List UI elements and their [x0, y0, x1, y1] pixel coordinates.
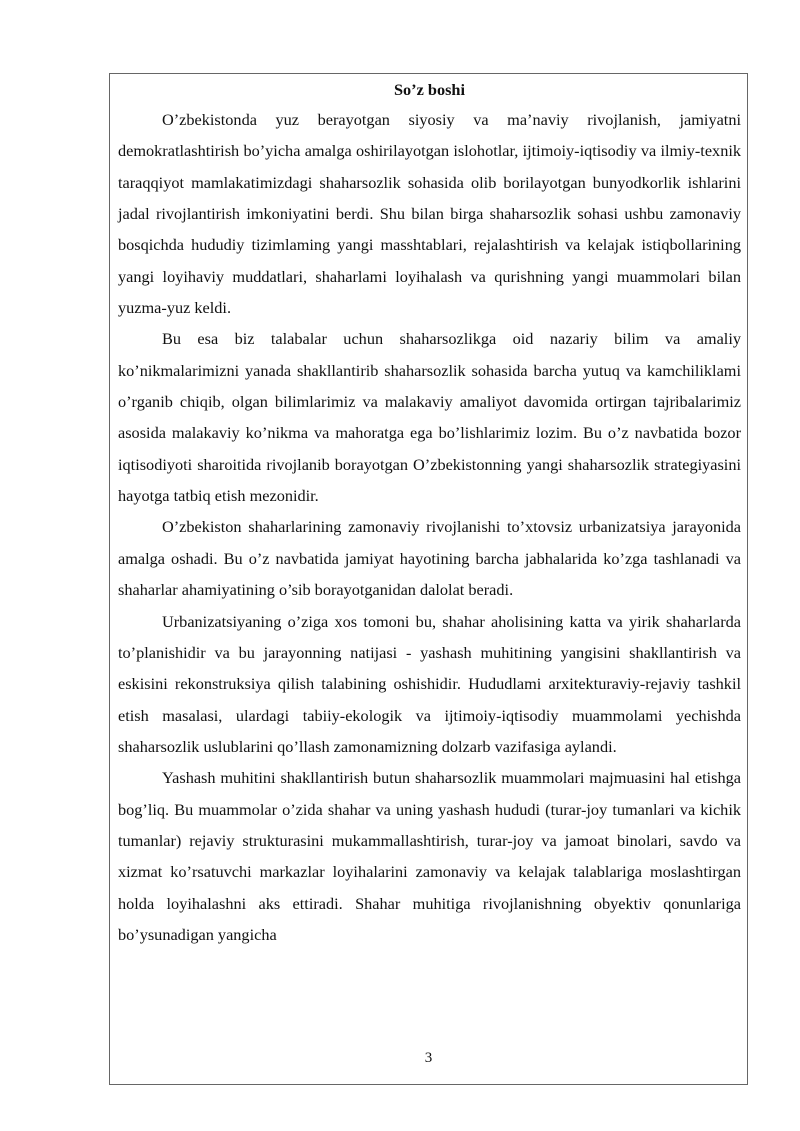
- paragraph-1: O’zbekistonda yuz berayotgan siyosiy va ma’naviy rivojlanish, jamiyatni demokratlashtirish bo’yicha amalga oshirilayotgan islohotlar, ijtimoiy-iqtisodiy va ilmiy-texnik taraqqiyot mamlakatimizdagi shaharsozlik sohasida olib borilayotgan bunyodkorlik ishlarini jadal rivojlantirish imkoniyatini berdi. Shu bilan birga shaharsozlik sohasi ushbu zamonaviy bosqichda hududiy tizimlaming yangi masshtablari, rejalashtirish va kelajak istiqbollarining yangi loyihaviy muddatlari, shaharlami loyihalash va qurishning yangi muammolari bilan yuzma-yuz keldi.: [118, 110, 741, 318]
- page-content: [118, 76, 741, 950]
- page-number: 3: [424, 1050, 433, 1066]
- paragraph-5: Yashash muhitini shakllantirish butun shaharsozlik muammolari majmuasini hal etishga bog’liq. Bu muammolar o’zida shahar va uning yashash hududi (turar-joy tumanlari va kichik tumanlar) rejaviy strukturasini mukammallashtirish, turar-joy va jamoat binolari, savdo va xizmat ko’rsatuvchi markazlar loyihalarini zamonaviy va kelajak talablariga moslashtirgan holda loyihalashni aks ettiradi. Shahar muhitiga rivojlanishning obyektiv qonunlariga bo’ysunadigan yangicha: [118, 768, 741, 944]
- paragraph-2: Bu esa biz talabalar uchun shaharsozlikga oid nazariy bilim va amaliy ko’nikmalarimizni yanada shakllantirib shaharsozlik sohasida barcha yutuq va kamchiliklami o’rganib chiqib, olgan bilimlarimiz va malakaviy amaliyot davomida ortirgan tajribalarimiz asosida malakaviy ko’nikma va mahoratga ega bo’lishlarimiz lozim. Bu o’z navbatida bozor iqtisodiyoti sharoitida rivojlanib borayotgan O’zbekistonning yangi shaharsozlik strategiyasini hayotga tatbiq etish mezonidir.: [118, 329, 741, 506]
- section-title: So’z boshi: [393, 80, 466, 99]
- paragraph-4: Urbanizatsiyaning o’ziga xos tomoni bu, shahar aholisining katta va yirik shaharlarda to’planishidir va bu jarayonning natijasi - yashash muhitining yangisini shakllantirish va eskisini rekonstruksiya qilish talabining oshishidir. Hududlami arxitekturaviy-rejaviy tashkil etish masalasi, ulardagi tabiiy-ekologik va ijtimoiy-iqtisodiy muammolami yechishda shaharsozlik uslublarini qo’llash zamonamizning dolzarb vazifasiga aylandi.: [118, 611, 741, 756]
- paragraph-3: O’zbekiston shaharlarining zamonaviy rivojlanishi to’xtovsiz urbanizatsiya jarayonida amalga oshadi. Bu o’z navbatida jamiyat hayotining barcha jabhalarida ko’zga tashlanadi va shaharlar ahamiyatining o’sib borayotganidan dalolat beradi.: [118, 517, 741, 600]
- page-frame: [109, 73, 748, 1085]
